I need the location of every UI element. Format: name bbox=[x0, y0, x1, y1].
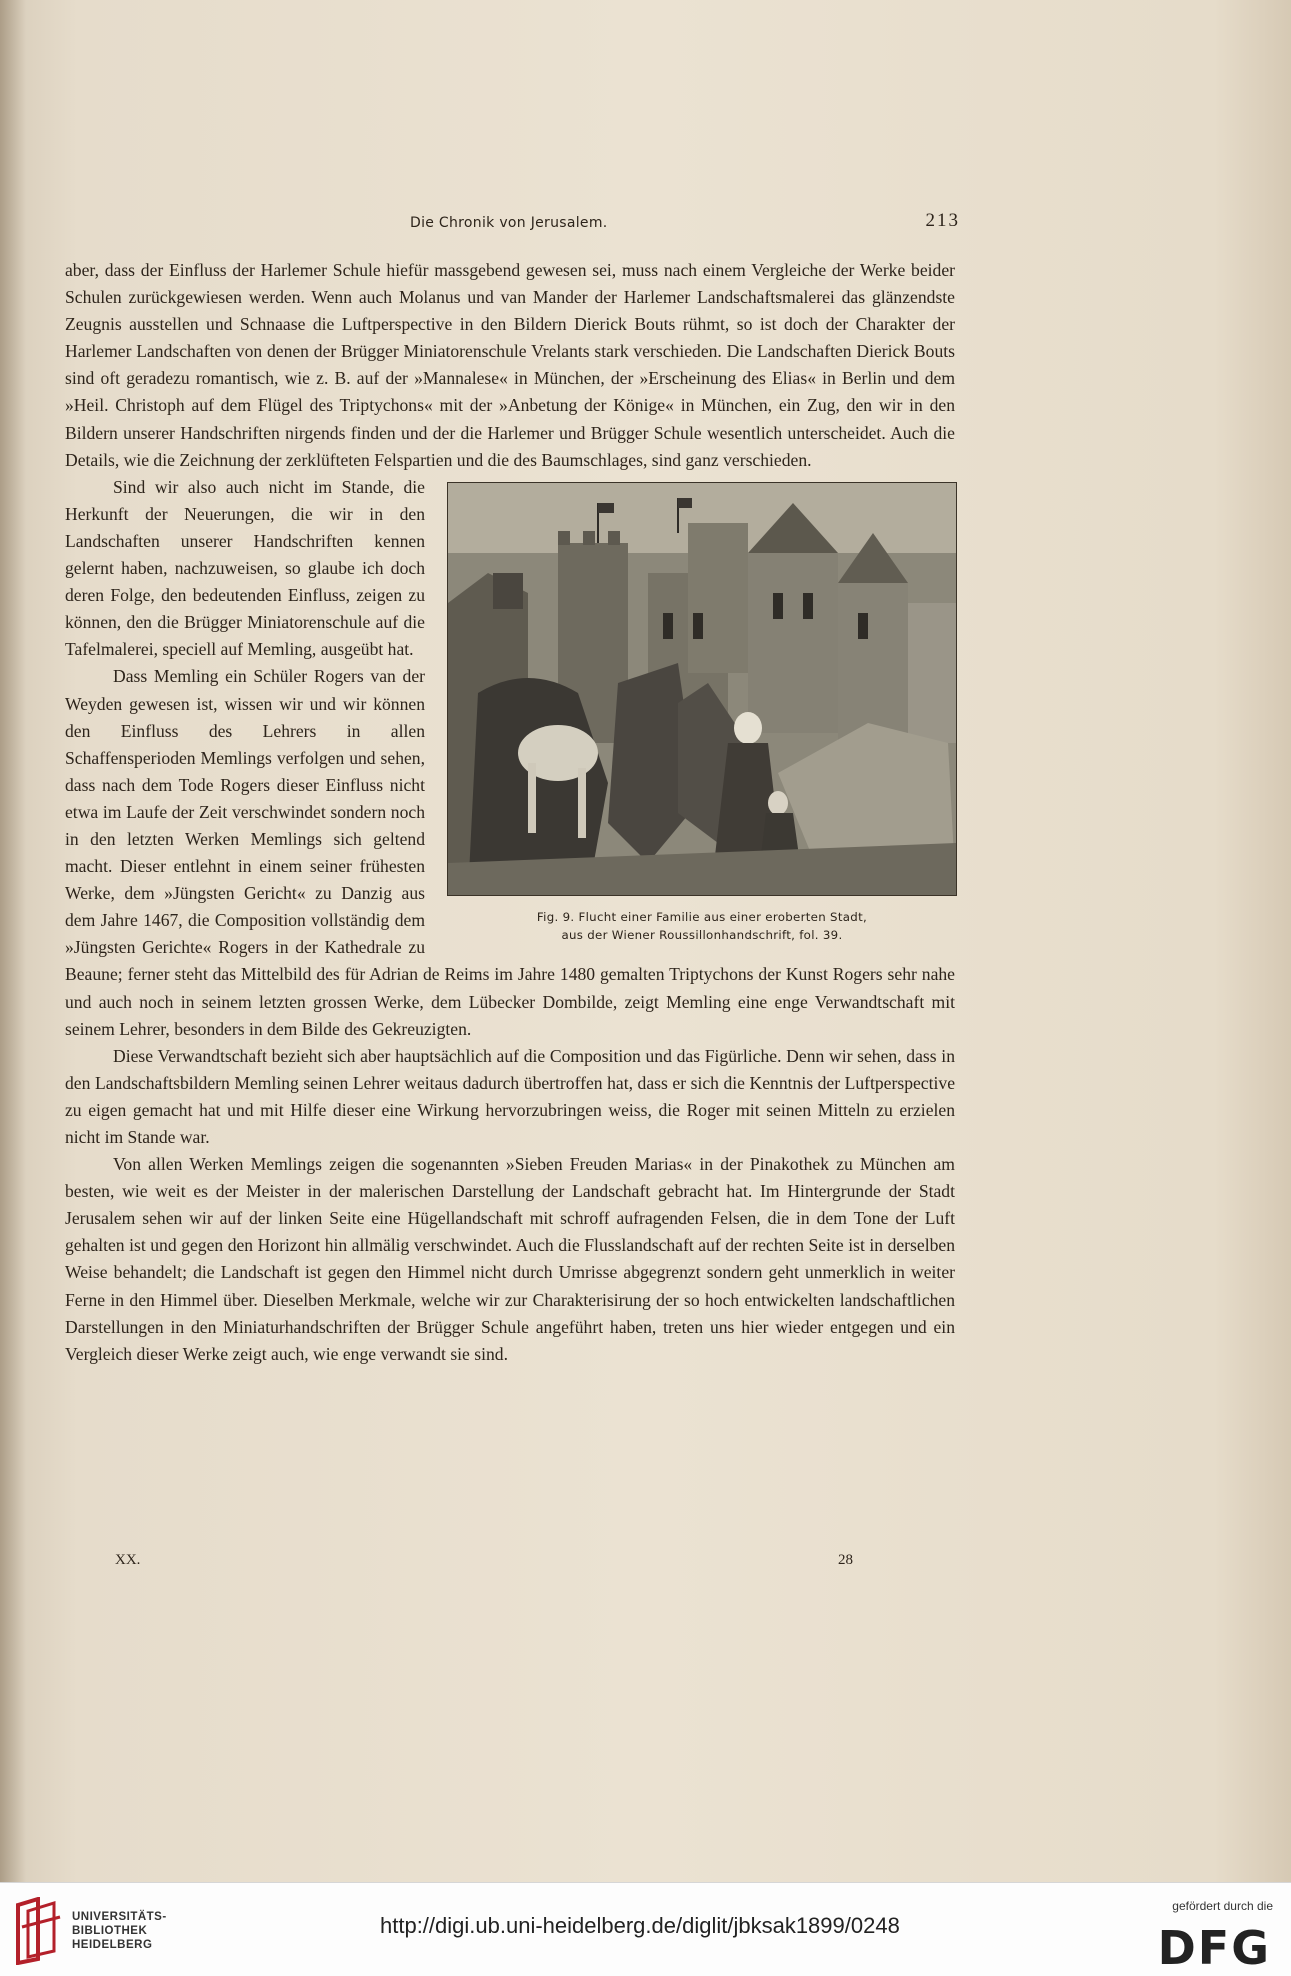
figure bbox=[447, 482, 957, 944]
paragraph: Sind wir also auch nicht im Stande, die Herkunft der Neuerungen, die wir in den Landschaften unserer Handschriften kennen gelernt haben, nachzuweisen, so glaube ich doch deren Folge, den bedeutenden Einfluss, zeigen zu können, den die Brügger Miniatorenschule auf die Tafelmalerei, speciell auf Memling, ausgeübt hat. bbox=[65, 476, 425, 660]
illustration-flight-from-conquered-city bbox=[447, 482, 957, 896]
page-header bbox=[380, 210, 960, 236]
paragraph: Diese Verwandtschaft bezieht sich aber hauptsächlich auf die Composition und das Figürliche. Denn wir sehen, dass in den Landschaftsbildern Memling seinen Lehrer weitaus dadurch übertroffen hat, dass er sich die Kenntnis der Luftperspective zu eigen gemacht hat und mit Hilfe dieser eine Wirkung hervorzubringen weiss, die Roger mit seinen Mitteln zu erzielen nicht im Stande war. bbox=[65, 1045, 955, 1147]
ub-heidelberg-logo-icon bbox=[14, 1897, 64, 1965]
caption-line: aus der Wiener Roussillonhandschrift, fol. 39. bbox=[561, 927, 843, 942]
figure-caption bbox=[447, 908, 957, 944]
dfg-logo: DFG bbox=[1157, 1921, 1271, 1975]
paragraph: Dass Memling ein Schüler Rogers van der Weyden gewesen ist, wissen wir und wir können den Einfluss des Lehrers in allen Schaffensperioden Memlings verfolgen und sehen, dass nach dem Tode Rogers dieser Einfluss nicht etwa im Laufe der Zeit verschwindet sondern noch in den letzten Werken Memlings sich geltend macht. Dieser entlehnt in einem seiner frühesten Werke, dem »Jüngsten Gericht« zu Danzig aus dem Jahre 1467, die Composition vollständig dem »Jüngsten Gerichte« Rogers in der Kathedrale zu Beaune; ferner steht das Mittelbild des für Adrian de Reims im Jahre 1480 gemalten Triptychons der Kunst Rogers sehr nahe und auch noch in seinem letzten grossen Werke, dem Lübecker Dombilde, zeigt Memling eine enge Verwandtschaft mit seinem Lehrer, besonders in dem Bilde des Gekreuzigten. bbox=[65, 666, 955, 1039]
library-name bbox=[72, 1910, 167, 1952]
paragraph: Von allen Werken Memlings zeigen die sogenannten »Sieben Freuden Marias« in der Pinakothek zu München am besten, wie weit es der Meister in der malerischen Darstellung der Landschaft gebracht hat. Im Hintergrunde der Stadt Jerusalem sehen wir auf der linken Seite eine Hügellandschaft mit schroff aufragenden Felsen, die in dem Tone der Luft gehalten ist und gegen den Horizont hin allmälig verschwindet. Auch die Flusslandschaft auf der rechten Seite ist in derselben Weise behandelt; die Landschaft ist gegen den Himmel nicht durch Umrisse abgegrenzt sondern geht unmerklich in weiter Ferne in den Himmel über. Dieselben Merkmale, welche wir zur Charakterisirung der so hoch entwickelten landschaftlichen Darstellungen in den Miniaturhandschriften der Brügger Schule angeführt haben, treten uns hier wieder entgegen und ein Vergleich dieser Werke zeigt auch, wie enge verwandt sie sind. bbox=[65, 1154, 955, 1364]
paragraph: aber, dass der Einfluss der Harlemer Schule hiefür massgebend gewesen sei, muss nach einem Vergleiche der Werke beider Schulen zurückgewiesen werden. Wenn auch Molanus und van Mander der Harlemer Landschaftsmalerei das glänzendste Zeugnis ausstellen und Schnaase die Luftperspective in den Bildern Dierick Bouts rühmt, so ist doch der Charakter der Harlemer Landschaften von denen der Brügger Miniatorenschule Vrelants stark verschieden. Die Landschaften Dierick Bouts sind oft geradezu romantisch, wie z. B. auf der »Mannalese« in München, der »Erscheinung des Elias« in Berlin und dem »Heil. Christoph auf dem Flügel des Triptychons« mit der »Anbetung der Könige« in München, ein Zug, den wir in den Bildern unserer Handschriften nirgends finden und der die Harlemer und Brügger Schule wesentlich unterscheidet. Auch die Details, wie die Zeichnung der zerklüfteten Felspartien und die des Baumschlages, sind ganz verschieden. bbox=[65, 260, 955, 470]
library-name-line: HEIDELBERG bbox=[72, 1939, 153, 1951]
funding-note: gefördert durch die bbox=[1172, 1899, 1273, 1913]
page-number: 213 bbox=[925, 210, 960, 231]
signature-mark: XX. bbox=[115, 1552, 141, 1568]
sheet-number: 28 bbox=[838, 1552, 853, 1568]
caption-line: Fig. 9. Flucht einer Familie aus einer eroberten Stadt, bbox=[536, 909, 868, 924]
library-name-line: UNIVERSITÄTS- bbox=[72, 1911, 167, 1923]
digitization-banner bbox=[0, 1882, 1291, 1976]
body-text bbox=[65, 257, 955, 1368]
running-head: Die Chronik von Jerusalem. bbox=[410, 215, 608, 231]
permalink[interactable]: http://digi.ub.uni-heidelberg.de/diglit/jbksak1899/0248 bbox=[380, 1913, 900, 1938]
library-name-line: BIBLIOTHEK bbox=[72, 1925, 148, 1937]
binding-shadow bbox=[0, 0, 26, 1882]
